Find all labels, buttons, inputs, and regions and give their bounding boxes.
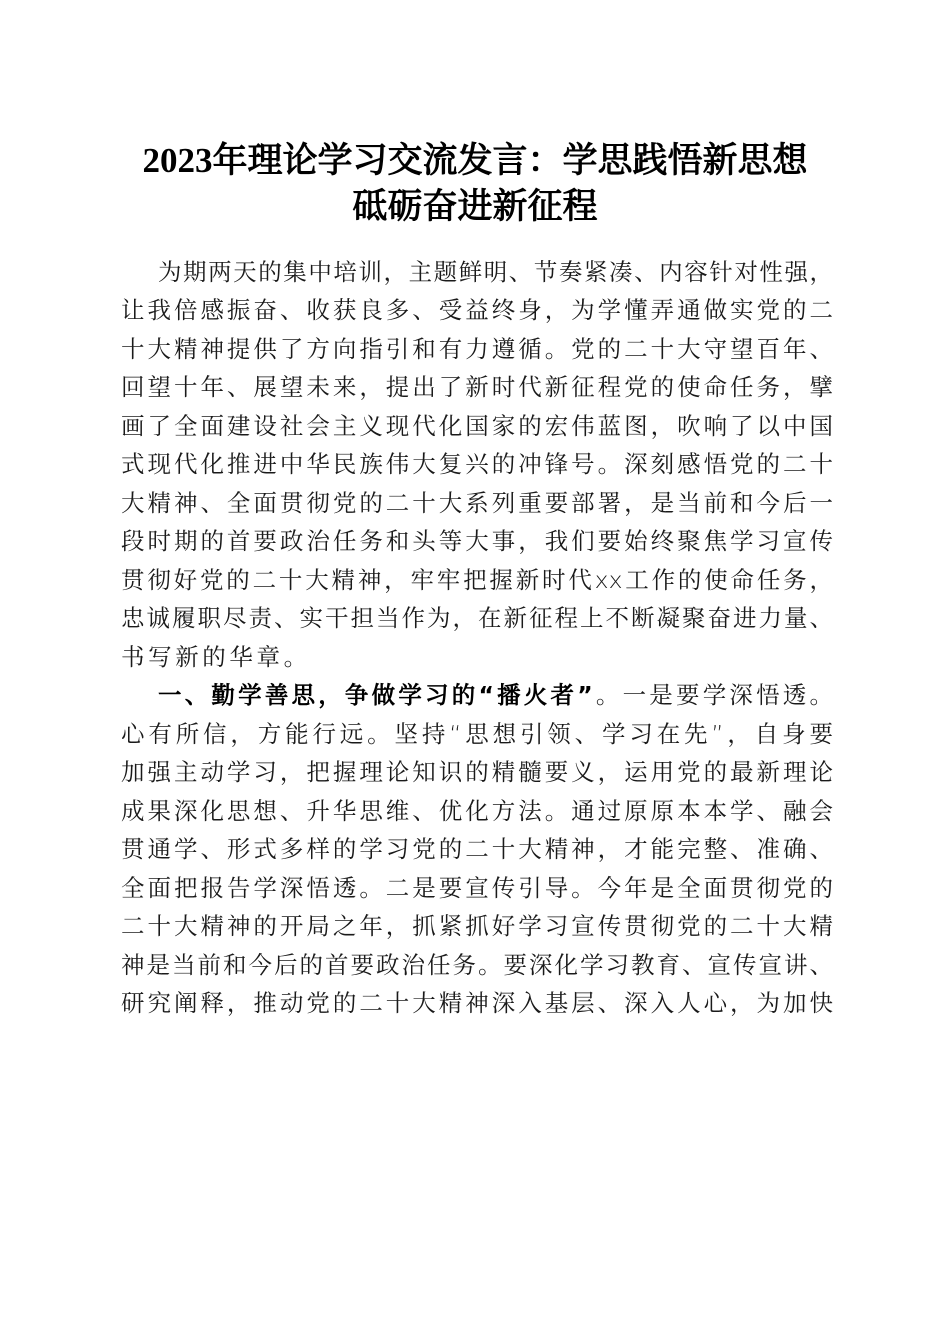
paragraph-2-line: 研究阐释，推动党的二十大精神深入基层、深入人心，为加快	[121, 989, 833, 1017]
paragraph-1-line: 为期两天的集中培训，主题鲜明、节奏紧凑、内容针对性强，	[158, 258, 833, 286]
paragraph-2-line: 二十大精神的开局之年，抓紧抓好学习宣传贯彻党的二十大精	[121, 912, 833, 940]
paragraph-1-line: 贯彻好党的二十大精神，牢牢把握新时代xx工作的使命任务，	[121, 566, 833, 594]
paragraph-2-line: 贯通学、形式多样的学习党的二十大精神，才能完整、准确、	[121, 835, 833, 863]
paragraph-1-line: 十大精神提供了方向指引和有力遵循。党的二十大守望百年、	[121, 335, 833, 363]
paragraph-1-line: 段时期的首要政治任务和头等大事，我们要始终聚焦学习宣传	[121, 527, 833, 555]
paragraph-2-line: 神是当前和今后的首要政治任务。要深化学习教育、宣传宣讲、	[121, 951, 833, 979]
paragraph-1-line: 让我倍感振奋、收获良多、受益终身，为学懂弄通做实党的二	[121, 296, 833, 324]
paragraph-1-line: 式现代化推进中华民族伟大复兴的冲锋号。深刻感悟党的二十	[121, 450, 833, 478]
paragraph-1-line: 回望十年、展望未来，提出了新时代新征程党的使命任务，擘	[121, 373, 833, 401]
paragraph-1-line: 忠诚履职尽责、实干担当作为，在新征程上不断凝聚奋进力量、	[121, 604, 833, 632]
paragraph-1-line: 画了全面建设社会主义现代化国家的宏伟蓝图，吹响了以中国	[121, 412, 833, 440]
section-heading-tail: 。一是要学深悟透。	[592, 681, 834, 709]
paragraph-2-line: 全面把报告学深悟透。二是要宣传引导。今年是全面贯彻党的	[121, 874, 833, 902]
section-heading-line	[158, 676, 833, 714]
document-title-line-2: 砥砺奋进新征程	[352, 187, 598, 226]
paragraph-1-line: 书写新的华章。	[121, 643, 311, 671]
paragraph-2-line: 心有所信，方能行远。坚持“思想引领、学习在先”，自身要	[121, 720, 833, 748]
document-title-line-1: 2023年理论学习交流发言：学思践悟新思想	[142, 141, 808, 180]
paragraph-2-line: 加强主动学习，把握理论知识的精髓要义，运用党的最新理论	[121, 758, 833, 786]
paragraph-1-line: 大精神、全面贯彻党的二十大系列重要部署，是当前和今后一	[121, 489, 833, 517]
section-heading: 一、勤学善思，争做学习的“播火者”	[158, 681, 593, 709]
paragraph-2-line: 成果深化思想、升华思维、优化方法。通过原原本本学、融会	[121, 797, 833, 825]
